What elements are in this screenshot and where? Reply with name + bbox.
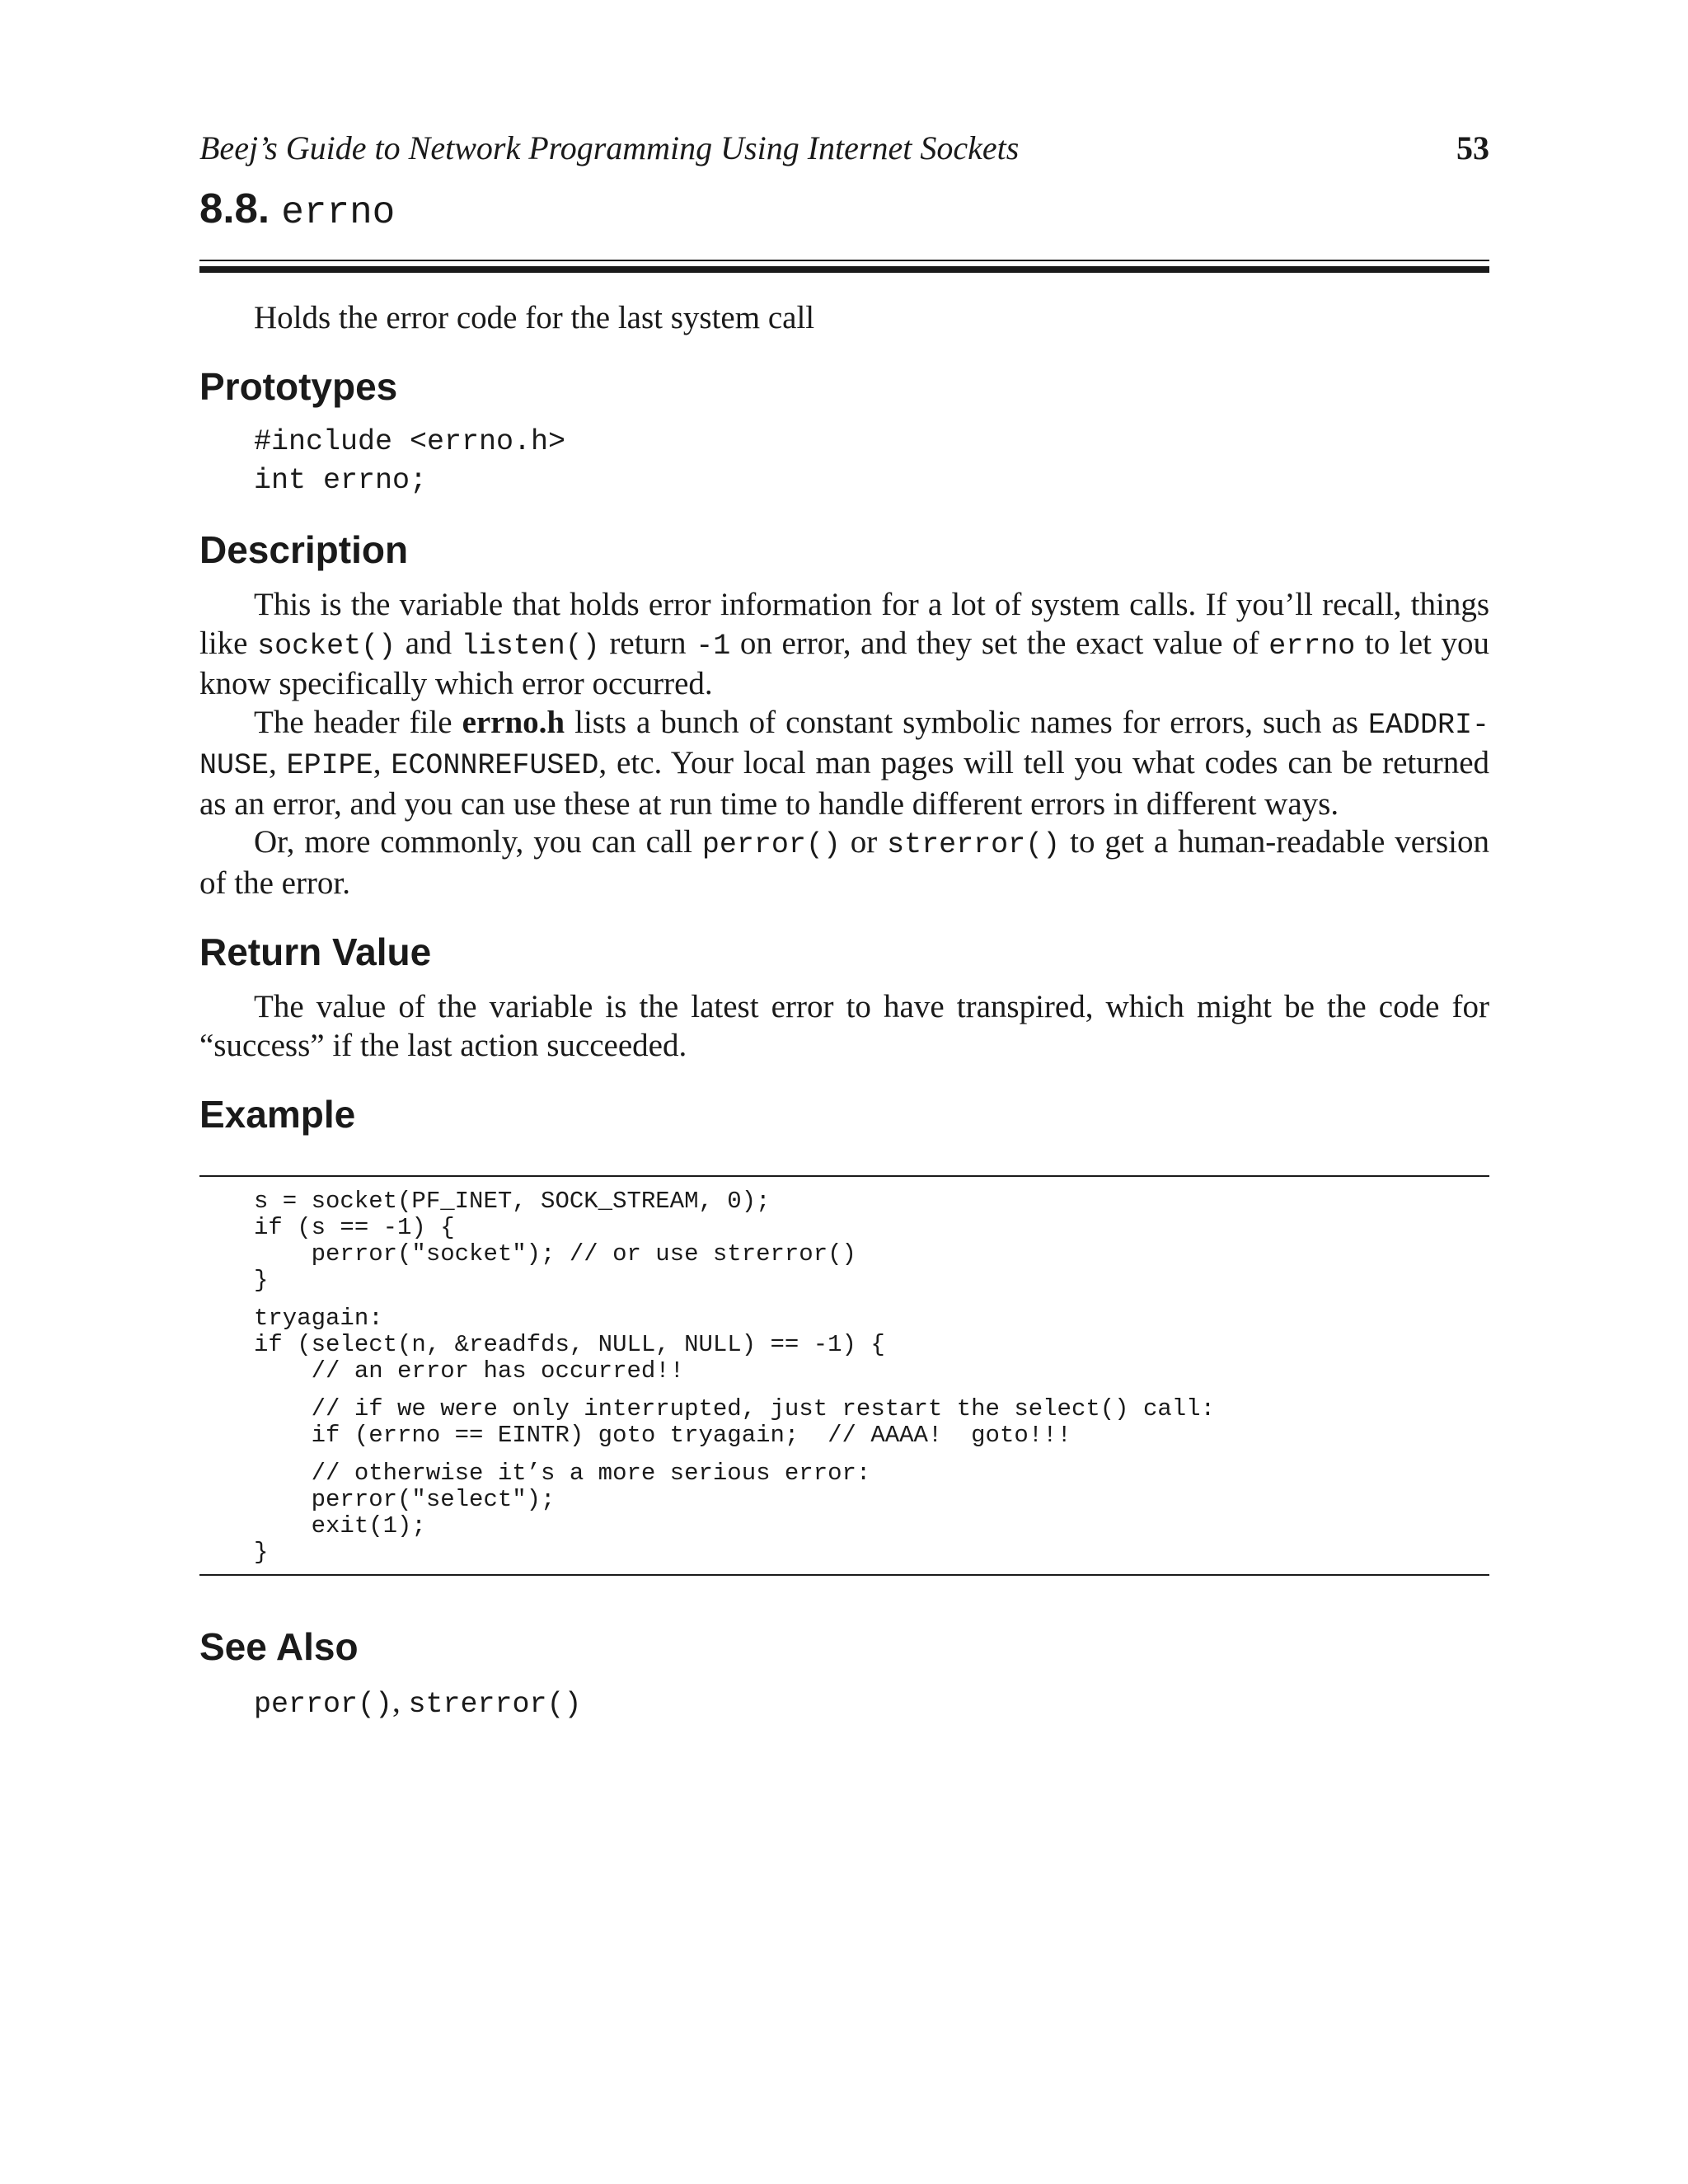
code-line: perror("socket"); // or use strerror() [254, 1240, 856, 1268]
return-value-text: The value of the variable is the latest error to have transpired, which might be the code for “success” if the last action succeeded. [199, 989, 1489, 1063]
code-gap [254, 1449, 1489, 1460]
code-line: s = socket(PF_INET, SOCK_STREAM, 0); [254, 1188, 771, 1215]
see-also-strerror: strerror() [408, 1688, 582, 1721]
code-line: // otherwise it’s a more serious error: [254, 1460, 871, 1487]
inline-code: perror() [701, 828, 841, 861]
code-line: exit(1); [254, 1512, 426, 1540]
see-also-list: perror(), strerror() [254, 1684, 582, 1721]
running-header [199, 124, 1489, 173]
description-paragraph-3: Or, more commonly, you can call perror() or strerror() to get a human-readable version of the error. [199, 824, 1490, 901]
page-number: 53 [1456, 129, 1489, 166]
inline-code: socket() [257, 629, 396, 663]
inline-code: listen() [461, 629, 600, 663]
code-gap [254, 1294, 1489, 1305]
inline-code: errno [1268, 629, 1356, 663]
code-line: if (select(n, &readfds, NULL, NULL) == -1) { [254, 1331, 885, 1358]
code-line: if (errno == EINTR) goto tryagain; // AAAA! goto!!! [254, 1422, 1071, 1449]
section-name: errno [281, 191, 396, 234]
code-line: // an error has occurred!! [254, 1357, 685, 1385]
code-line: if (s == -1) { [254, 1214, 455, 1241]
prototypes-heading: Prototypes [199, 365, 398, 408]
inline-code: ECONNREFUSED [391, 749, 599, 782]
inline-code: strerror() [887, 828, 1061, 861]
header-file-name: errno.h [462, 704, 565, 740]
code-gap [254, 1385, 1489, 1396]
prototype-line: #include <errno.h> [254, 425, 566, 458]
document-page [199, 124, 1489, 1723]
code-line: } [254, 1267, 269, 1294]
description-paragraph-2: The header file errno.h lists a bunch of constant symbolic names for errors, such as EADDRI-NUSE, EPIPE, ECONNREFUSED, etc. Your local man pages will tell you what codes can be returned as an error, and you can use these at run time to handle different errors in different ways. [199, 704, 1490, 822]
code-line: tryagain: [254, 1305, 383, 1332]
section-number: 8.8. [199, 185, 270, 232]
intro-text: Holds the error code for the last system call [254, 300, 815, 335]
code-line: perror("select"); [254, 1486, 556, 1513]
example-heading: Example [199, 1093, 356, 1136]
code-line: } [254, 1539, 269, 1566]
inline-code: EPIPE [286, 749, 373, 782]
return-value-heading: Return Value [199, 930, 432, 973]
section-heading [199, 180, 1489, 241]
code-line: // if we were only interrupted, just restart the select() call: [254, 1395, 1215, 1422]
description-paragraph-1: This is the variable that holds error information for a lot of system calls. If you’ll recall, things like socket() and listen() return -1 on error, and they set the exact value of errno to let you know specifically which error occurred. [199, 587, 1489, 701]
prototypes-code [199, 423, 1489, 500]
description-heading: Description [199, 528, 409, 571]
inline-code: EADDRI-NUSE [199, 708, 1489, 782]
prototype-line: int errno; [254, 464, 428, 497]
running-title: Beej’s Guide to Network Programming Using Internet Sockets [199, 129, 1020, 166]
inline-code: -1 [696, 629, 731, 663]
section-divider [199, 260, 1489, 273]
see-also-heading: See Also [199, 1625, 359, 1668]
example-code-block [199, 1175, 1489, 1576]
see-also-perror: perror() [254, 1688, 393, 1721]
